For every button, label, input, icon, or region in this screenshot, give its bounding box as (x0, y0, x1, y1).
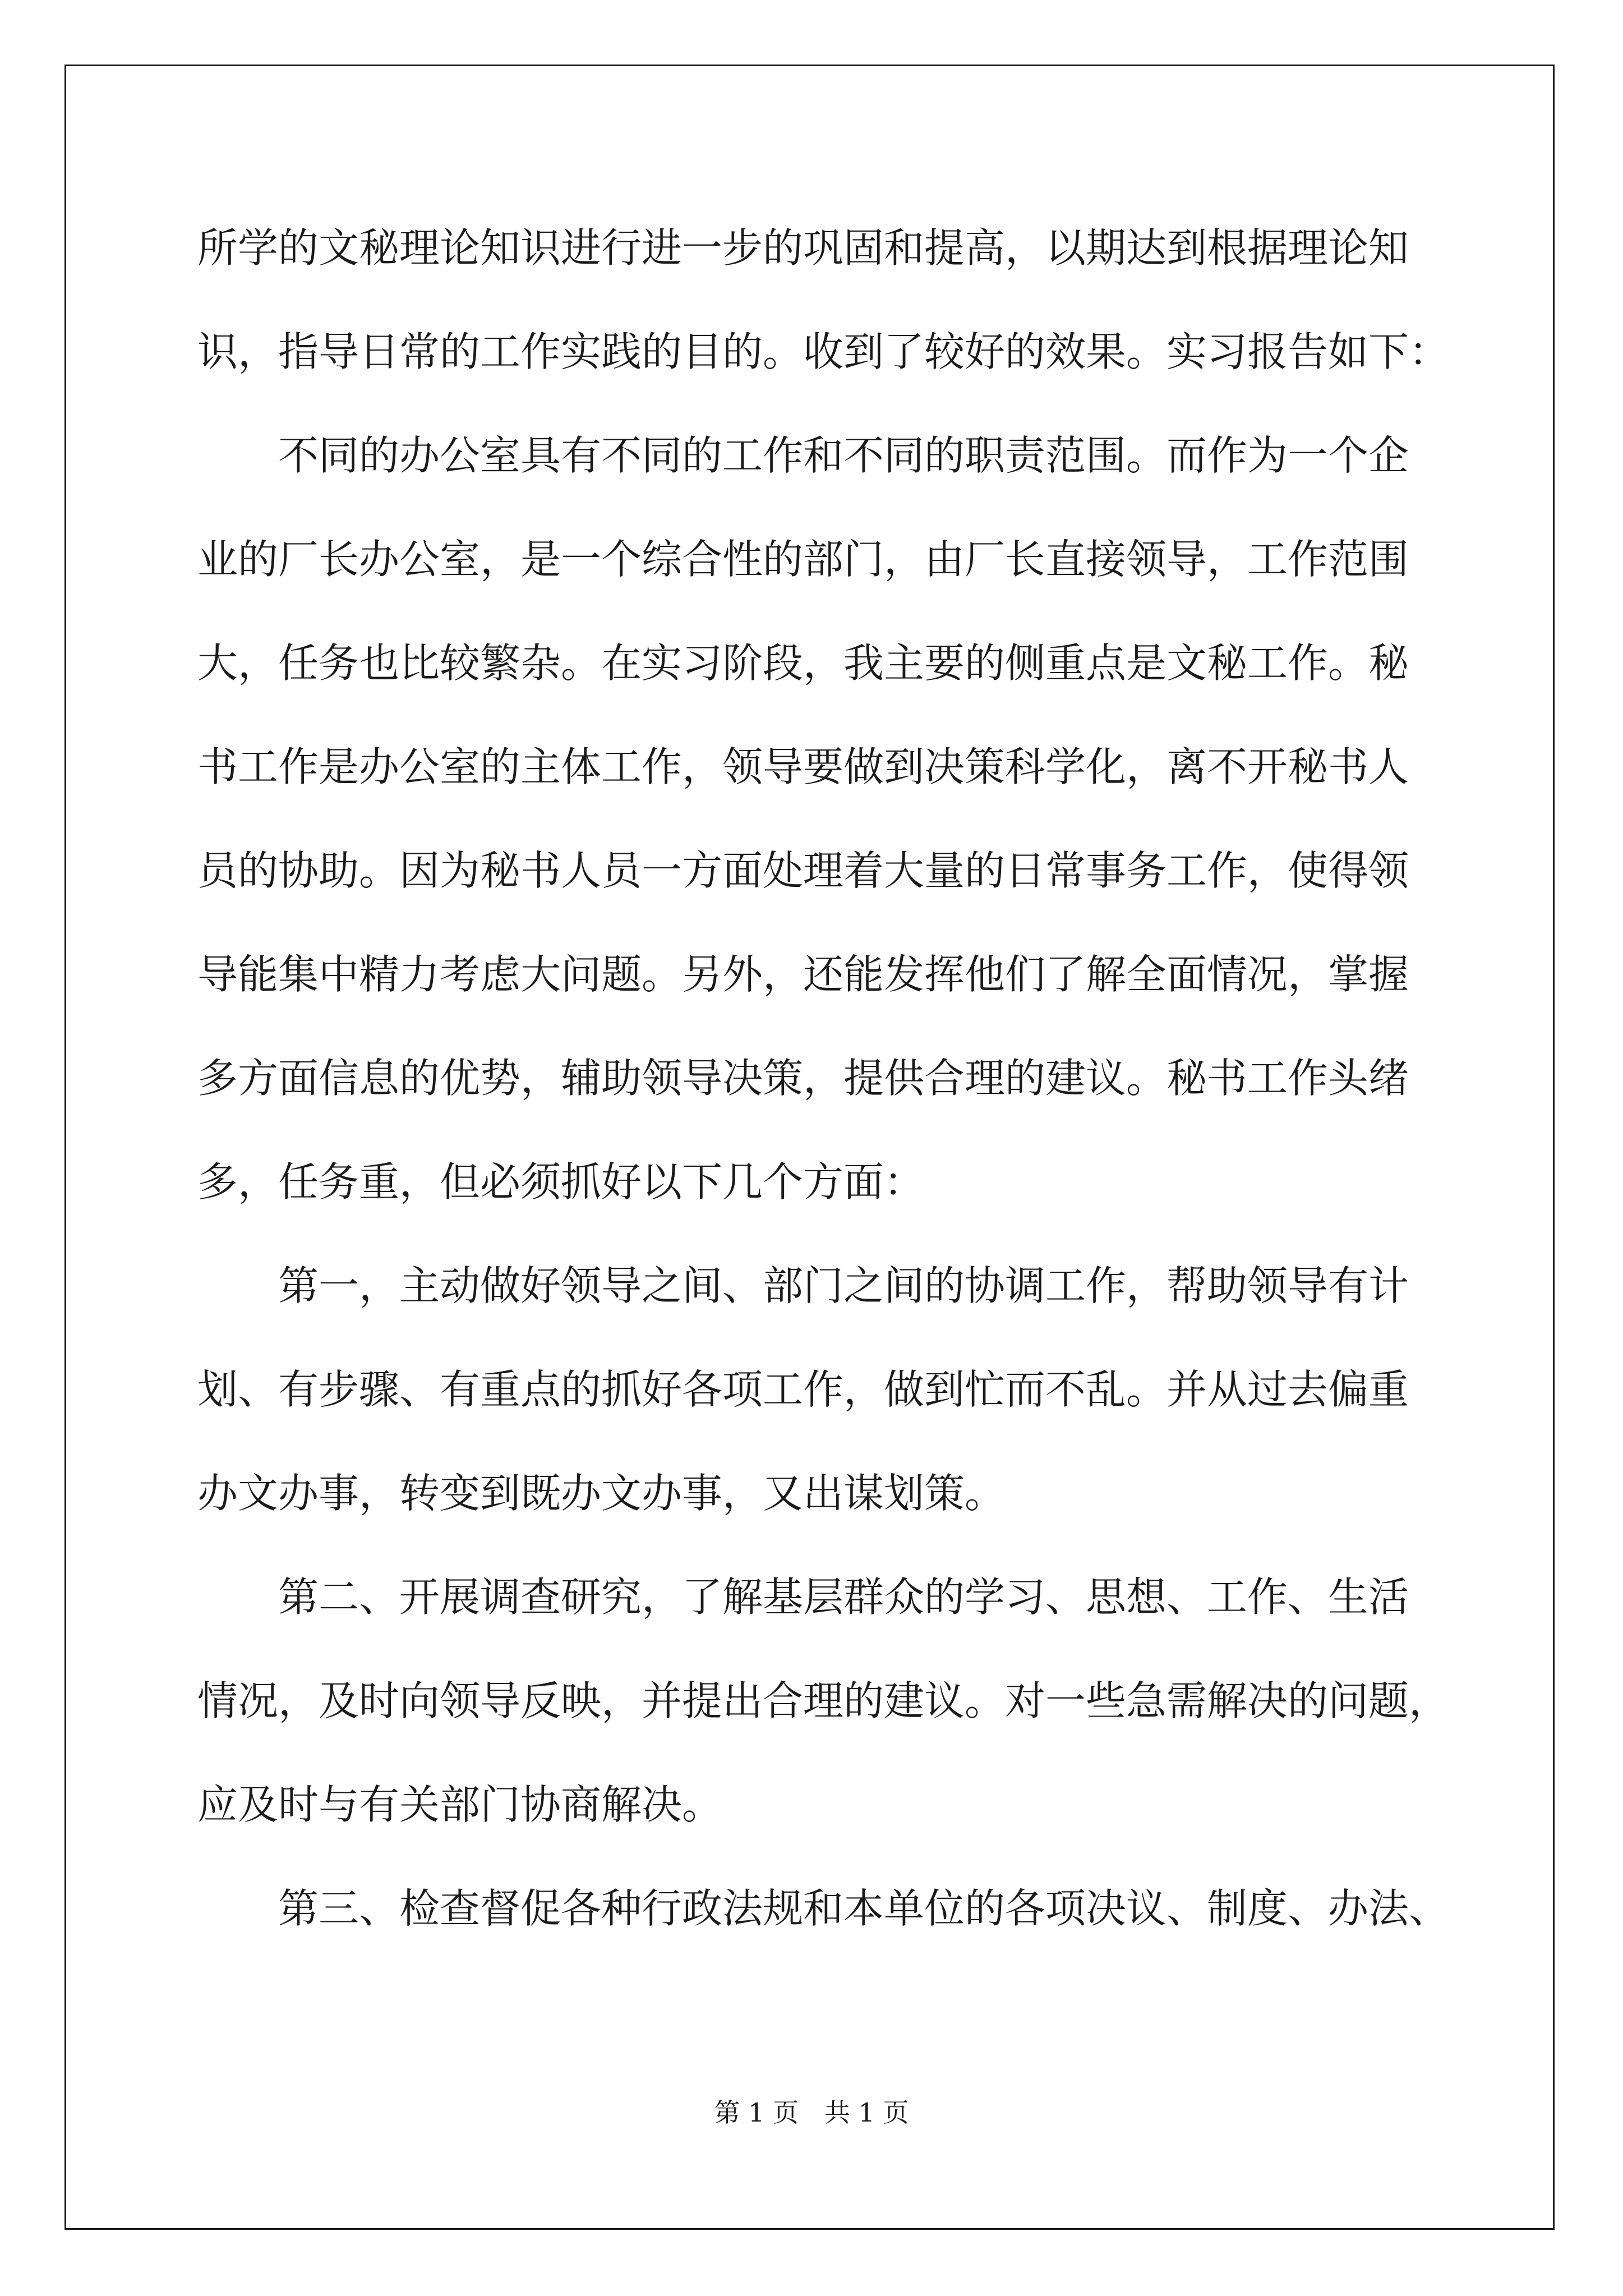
text-line: 书工作是办公室的主体工作，领导要做到决策科学化，离不开秘书人 (197, 743, 1409, 790)
text-line: 导能集中精力考虑大问题。另外，还能发挥他们了解全面情况，掌握 (197, 951, 1409, 998)
text-line: 多，任务重，但必须抓好以下几个方面： (197, 1158, 925, 1205)
page-number-footer: 第 1 页 共 1 页 (714, 2097, 909, 2128)
text-line: 员的协助。因为秘书人员一方面处理着大量的日常事务工作，使得领 (197, 847, 1409, 894)
text-line: 第二、开展调查研究，了解基层群众的学习、思想、工作、生活 (197, 1573, 1409, 1621)
text-line: 多方面信息的优势，辅助领导决策，提供合理的建议。秘书工作头绪 (197, 1055, 1409, 1102)
text-line: 业的厂长办公室，是一个综合性的部门，由厂长直接领导，工作范围 (197, 536, 1409, 583)
text-line: 办文办事，转变到既办文办事，又出谋划策。 (197, 1470, 1006, 1517)
text-line: 所学的文秘理论知识进行进一步的巩固和提高，以期达到根据理论知 (197, 224, 1409, 272)
text-line: 识，指导日常的工作实践的目的。收到了较好的效果。实习报告如下： (197, 328, 1450, 375)
document-body (197, 208, 1450, 1972)
text-line: 不同的办公室具有不同的工作和不同的职责范围。而作为一个企 (197, 432, 1409, 479)
text-line: 划、有步骤、有重点的抓好各项工作，做到忙而不乱。并从过去偏重 (197, 1366, 1409, 1413)
text-line: 第三、检查督促各种行政法规和本单位的各项决议、制度、办法、 (197, 1885, 1450, 1932)
text-line: 第一，主动做好领导之间、部门之间的协调工作，帮助领导有计 (197, 1262, 1409, 1309)
text-line: 应及时与有关部门协商解决。 (197, 1781, 723, 1828)
text-line: 情况，及时向领导反映，并提出合理的建议。对一些急需解决的问题， (197, 1677, 1450, 1724)
text-line: 大，任务也比较繁杂。在实习阶段，我主要的侧重点是文秘工作。秘 (197, 639, 1409, 687)
